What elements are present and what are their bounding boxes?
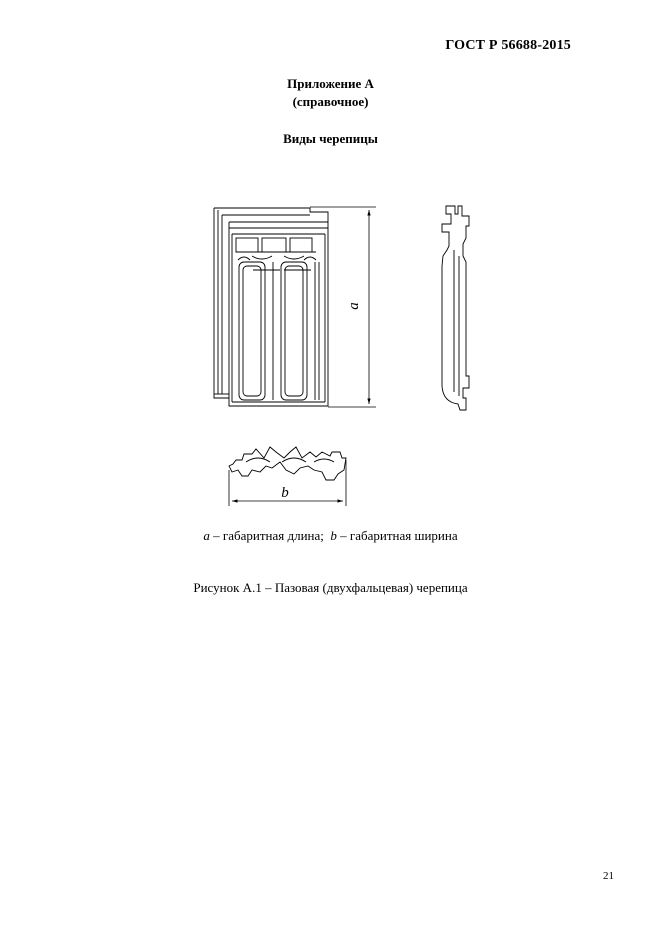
figure-caption: Рисунок А.1 – Пазовая (двухфальцевая) черепица bbox=[193, 580, 468, 595]
legend-b-symbol: b bbox=[330, 528, 337, 543]
figure-legend bbox=[0, 528, 661, 544]
legend-a-text: – габаритная длина; bbox=[209, 528, 331, 543]
section-title: Виды черепицы bbox=[283, 131, 378, 146]
standard-id: ГОСТ Р 56688-2015 bbox=[445, 38, 571, 53]
appendix-subtitle: (справочное) bbox=[292, 94, 369, 109]
appendix-title: Приложение А bbox=[287, 76, 374, 91]
tile-front-view bbox=[214, 208, 328, 406]
dimension-b-label: b bbox=[281, 485, 289, 501]
page-number: 21 bbox=[603, 870, 614, 882]
tile-side-profile bbox=[442, 206, 469, 410]
dimension-a bbox=[310, 207, 376, 407]
legend-b-text: – габаритная ширина bbox=[336, 528, 458, 543]
dimension-a-label: a bbox=[346, 302, 362, 310]
legend-a-symbol: a bbox=[203, 528, 210, 543]
tile-cross-section bbox=[229, 447, 346, 480]
